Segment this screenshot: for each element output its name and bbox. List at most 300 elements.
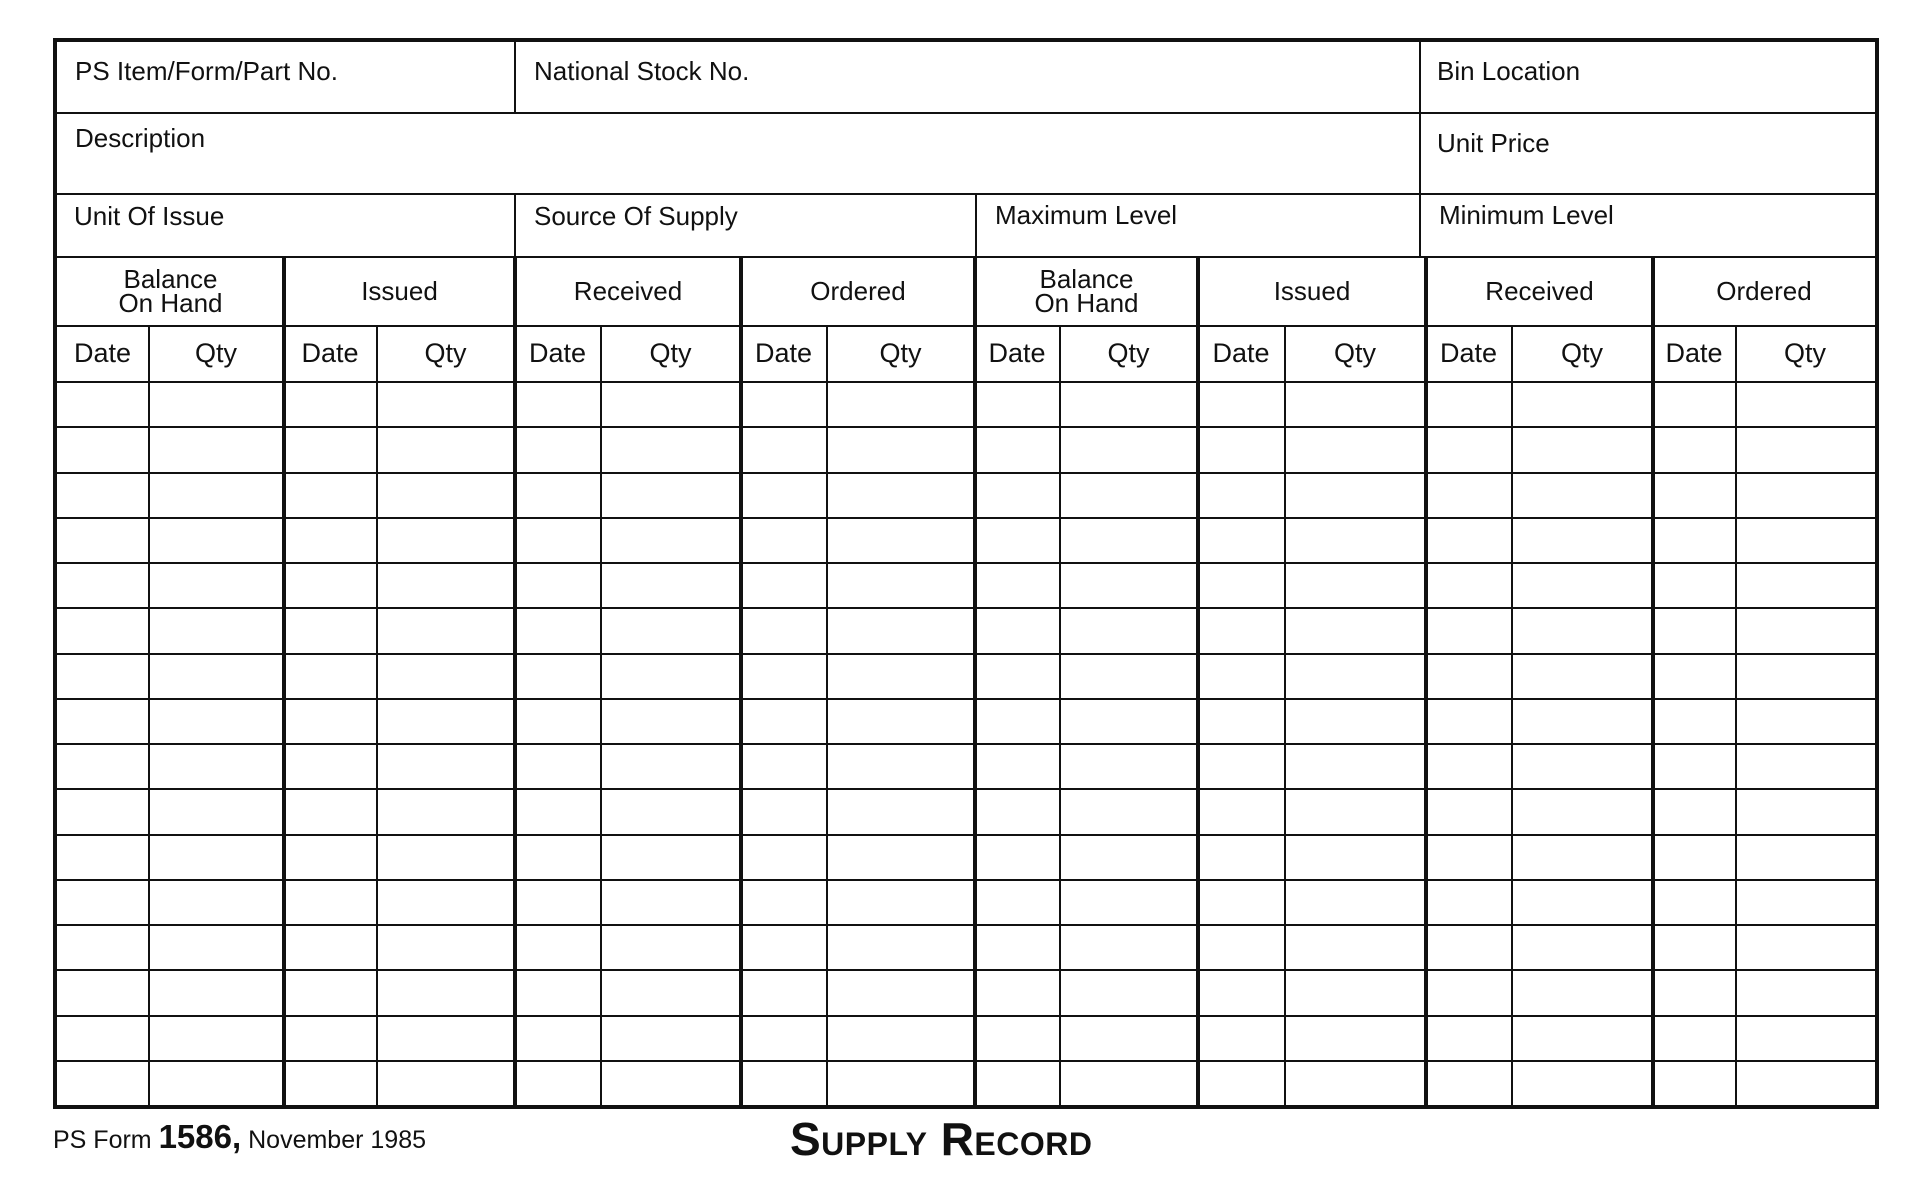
rule [376,325,378,1105]
record-qty-cell[interactable] [829,972,972,1011]
record-date-cell[interactable] [978,656,1056,695]
record-date-cell[interactable] [518,791,597,830]
record-qty-cell[interactable] [1062,384,1195,423]
date-column-header: Date [301,337,359,368]
record-qty-cell[interactable] [1287,1063,1423,1102]
record-date-cell[interactable] [1429,1063,1508,1102]
record-date-cell[interactable] [1429,701,1508,740]
rule [282,256,286,1105]
record-qty-cell[interactable] [1287,429,1423,468]
record-date-cell[interactable] [744,701,823,740]
record-qty-cell[interactable] [151,972,281,1011]
record-date-cell[interactable] [518,656,597,695]
minimum-level-label: Minimum Level [1439,200,1614,230]
record-qty-cell[interactable] [1062,565,1195,604]
form-number: 1586, [158,1118,242,1155]
record-date-cell[interactable] [1429,837,1508,876]
record-qty-cell[interactable] [829,610,972,649]
record-date-cell[interactable] [1201,791,1281,830]
record-date-cell[interactable] [518,882,597,921]
rule [57,426,1875,428]
record-date-cell[interactable] [744,882,823,921]
record-qty-cell[interactable] [1287,520,1423,559]
record-date-cell[interactable] [978,972,1056,1011]
record-qty-cell[interactable] [379,429,512,468]
record-date-cell[interactable] [744,746,823,785]
record-qty-cell[interactable] [1738,520,1872,559]
record-qty-cell[interactable] [151,429,281,468]
record-date-cell[interactable] [1429,429,1508,468]
record-date-cell[interactable] [1201,837,1281,876]
description-label: Description [75,123,206,153]
record-qty-cell[interactable] [1514,565,1650,604]
record-qty-cell[interactable] [379,1018,512,1057]
record-date-cell[interactable] [287,746,373,785]
record-qty-cell[interactable] [1062,1018,1195,1057]
record-date-cell[interactable] [60,610,145,649]
rule [973,256,977,1105]
record-qty-cell[interactable] [151,565,281,604]
record-qty-cell[interactable] [1738,656,1872,695]
rule [739,256,743,1105]
record-qty-cell[interactable] [1514,656,1650,695]
record-date-cell[interactable] [60,882,145,921]
record-date-cell[interactable] [1201,972,1281,1011]
rule [57,969,1875,971]
record-qty-cell[interactable] [829,520,972,559]
record-qty-cell[interactable] [1514,701,1650,740]
record-qty-cell[interactable] [379,701,512,740]
record-date-cell[interactable] [1429,610,1508,649]
record-qty-cell[interactable] [1738,791,1872,830]
record-qty-cell[interactable] [1738,475,1872,514]
source-of-supply-label: Source Of Supply [534,201,738,231]
rule [57,381,1875,383]
record-date-cell[interactable] [1429,384,1508,423]
record-qty-cell[interactable] [603,384,738,423]
record-date-cell[interactable] [287,927,373,966]
rule [1651,256,1655,1105]
record-qty-cell[interactable] [603,746,738,785]
record-date-cell[interactable] [1429,475,1508,514]
record-date-cell[interactable] [978,746,1056,785]
record-date-cell[interactable] [1656,927,1732,966]
record-date-cell[interactable] [978,837,1056,876]
record-qty-cell[interactable] [1514,475,1650,514]
record-date-cell[interactable] [744,927,823,966]
record-qty-cell[interactable] [379,882,512,921]
record-date-cell[interactable] [744,475,823,514]
form-title: Supply Record [790,1113,1093,1165]
record-qty-cell[interactable] [1287,837,1423,876]
record-qty-cell[interactable] [1062,475,1195,514]
record-date-cell[interactable] [60,520,145,559]
record-date-cell[interactable] [287,882,373,921]
record-date-cell[interactable] [744,610,823,649]
record-qty-cell[interactable] [379,384,512,423]
record-date-cell[interactable] [518,565,597,604]
qty-column-header: Qty [879,337,922,368]
record-qty-cell[interactable] [603,610,738,649]
qty-column-header: Qty [194,337,237,368]
record-qty-cell[interactable] [1062,746,1195,785]
record-qty-cell[interactable] [1738,972,1872,1011]
record-qty-cell[interactable] [1287,610,1423,649]
record-qty-cell[interactable] [603,791,738,830]
record-qty-cell[interactable] [1062,610,1195,649]
record-qty-cell[interactable] [1514,972,1650,1011]
record-date-cell[interactable] [978,701,1056,740]
record-qty-cell[interactable] [603,701,738,740]
record-date-cell[interactable] [1201,746,1281,785]
record-qty-cell[interactable] [379,837,512,876]
record-date-cell[interactable] [1429,927,1508,966]
record-date-cell[interactable] [978,565,1056,604]
record-date-cell[interactable] [1201,429,1281,468]
record-date-cell[interactable] [60,746,145,785]
record-qty-cell[interactable] [151,1063,281,1102]
record-qty-cell[interactable] [829,837,972,876]
record-date-cell[interactable] [287,1018,373,1057]
record-qty-cell[interactable] [151,791,281,830]
record-date-cell[interactable] [744,656,823,695]
record-qty-cell[interactable] [603,837,738,876]
record-qty-cell[interactable] [1738,927,1872,966]
record-qty-cell[interactable] [151,746,281,785]
record-date-cell[interactable] [978,384,1056,423]
record-date-cell[interactable] [978,520,1056,559]
record-qty-cell[interactable] [603,1063,738,1102]
record-qty-cell[interactable] [1287,565,1423,604]
record-date-cell[interactable] [978,429,1056,468]
record-date-cell[interactable] [1656,565,1732,604]
record-date-cell[interactable] [60,927,145,966]
record-qty-cell[interactable] [1287,1018,1423,1057]
record-qty-cell[interactable] [1514,927,1650,966]
record-qty-cell[interactable] [1514,1018,1650,1057]
qty-column-header: Qty [1783,337,1826,368]
record-qty-cell[interactable] [1062,656,1195,695]
rule [57,924,1875,926]
record-date-cell[interactable] [978,610,1056,649]
record-date-cell[interactable] [287,656,373,695]
record-qty-cell[interactable] [151,927,281,966]
record-qty-cell[interactable] [1738,429,1872,468]
record-date-cell[interactable] [60,384,145,423]
record-qty-cell[interactable] [603,972,738,1011]
rule [57,562,1875,564]
record-qty-cell[interactable] [1287,791,1423,830]
rule [826,325,828,1105]
record-date-cell[interactable] [287,837,373,876]
rule [57,1060,1875,1062]
record-qty-cell[interactable] [603,520,738,559]
record-date-cell[interactable] [744,972,823,1011]
record-date-cell[interactable] [60,791,145,830]
record-date-cell[interactable] [744,520,823,559]
column-group-header: Received [1485,275,1594,306]
record-qty-cell[interactable] [379,791,512,830]
record-qty-cell[interactable] [379,475,512,514]
record-qty-cell[interactable] [151,384,281,423]
record-date-cell[interactable] [518,837,597,876]
record-qty-cell[interactable] [1062,520,1195,559]
record-date-cell[interactable] [1201,384,1281,423]
record-qty-cell[interactable] [1514,837,1650,876]
record-qty-cell[interactable] [1738,1063,1872,1102]
record-date-cell[interactable] [1656,520,1732,559]
record-date-cell[interactable] [1656,475,1732,514]
record-date-cell[interactable] [1656,837,1732,876]
record-date-cell[interactable] [287,429,373,468]
record-date-cell[interactable] [1656,1018,1732,1057]
record-date-cell[interactable] [287,565,373,604]
record-date-cell[interactable] [287,384,373,423]
record-qty-cell[interactable] [829,1018,972,1057]
record-date-cell[interactable] [1201,701,1281,740]
record-date-cell[interactable] [744,429,823,468]
record-qty-cell[interactable] [603,882,738,921]
ps-item-label: PS Item/Form/Part No. [75,56,338,86]
record-qty-cell[interactable] [603,475,738,514]
record-date-cell[interactable] [1656,384,1732,423]
record-qty-cell[interactable] [379,656,512,695]
qty-column-header: Qty [649,337,692,368]
record-date-cell[interactable] [1429,520,1508,559]
record-qty-cell[interactable] [1287,746,1423,785]
record-date-cell[interactable] [60,565,145,604]
record-qty-cell[interactable] [1738,565,1872,604]
rule [1511,325,1513,1105]
record-date-cell[interactable] [744,1063,823,1102]
record-qty-cell[interactable] [603,927,738,966]
record-date-cell[interactable] [978,475,1056,514]
record-date-cell[interactable] [518,746,597,785]
record-qty-cell[interactable] [1514,520,1650,559]
record-qty-cell[interactable] [1738,1018,1872,1057]
record-qty-cell[interactable] [1514,746,1650,785]
record-qty-cell[interactable] [1738,701,1872,740]
record-date-cell[interactable] [1429,1018,1508,1057]
record-date-cell[interactable] [1656,746,1732,785]
record-date-cell[interactable] [1429,882,1508,921]
record-qty-cell[interactable] [829,656,972,695]
record-qty-cell[interactable] [1062,429,1195,468]
record-qty-cell[interactable] [151,1018,281,1057]
national-stock-label: National Stock No. [534,56,750,86]
record-qty-cell[interactable] [1062,701,1195,740]
record-date-cell[interactable] [978,791,1056,830]
record-date-cell[interactable] [1429,565,1508,604]
rule [1735,325,1737,1105]
record-qty-cell[interactable] [1062,1063,1195,1102]
record-qty-cell[interactable] [1514,882,1650,921]
record-qty-cell[interactable] [379,927,512,966]
record-date-cell[interactable] [287,475,373,514]
record-qty-cell[interactable] [829,746,972,785]
record-qty-cell[interactable] [1738,384,1872,423]
record-qty-cell[interactable] [1738,610,1872,649]
record-qty-cell[interactable] [1514,1063,1650,1102]
record-qty-cell[interactable] [151,837,281,876]
record-date-cell[interactable] [978,927,1056,966]
record-date-cell[interactable] [1656,882,1732,921]
record-date-cell[interactable] [60,656,145,695]
rule [57,517,1875,519]
record-date-cell[interactable] [1656,701,1732,740]
record-date-cell[interactable] [60,475,145,514]
rule [57,653,1875,655]
record-qty-cell[interactable] [151,882,281,921]
record-qty-cell[interactable] [1287,972,1423,1011]
record-qty-cell[interactable] [829,384,972,423]
record-qty-cell[interactable] [379,972,512,1011]
date-column-header: Date [1212,337,1270,368]
record-date-cell[interactable] [1201,1063,1281,1102]
record-qty-cell[interactable] [1738,882,1872,921]
record-date-cell[interactable] [518,1063,597,1102]
date-column-header: Date [528,337,587,368]
record-qty-cell[interactable] [829,429,972,468]
record-qty-cell[interactable] [603,1018,738,1057]
rule [148,325,150,1105]
record-date-cell[interactable] [1201,610,1281,649]
record-date-cell[interactable] [60,972,145,1011]
record-date-cell[interactable] [1656,429,1732,468]
rule [1059,325,1061,1105]
record-date-cell[interactable] [1429,656,1508,695]
record-date-cell[interactable] [60,1063,145,1102]
record-qty-cell[interactable] [603,656,738,695]
record-date-cell[interactable] [518,429,597,468]
record-date-cell[interactable] [60,1018,145,1057]
record-qty-cell[interactable] [603,429,738,468]
record-date-cell[interactable] [518,384,597,423]
record-qty-cell[interactable] [829,565,972,604]
record-qty-cell[interactable] [1514,429,1650,468]
record-date-cell[interactable] [518,1018,597,1057]
record-qty-cell[interactable] [1514,384,1650,423]
record-qty-cell[interactable] [1287,656,1423,695]
record-qty-cell[interactable] [1062,972,1195,1011]
record-date-cell[interactable] [60,429,145,468]
record-qty-cell[interactable] [1062,882,1195,921]
record-qty-cell[interactable] [1062,791,1195,830]
record-date-cell[interactable] [1656,972,1732,1011]
rule [513,256,517,1105]
record-date-cell[interactable] [978,1063,1056,1102]
rule [57,325,1875,327]
record-date-cell[interactable] [60,837,145,876]
record-qty-cell[interactable] [1287,701,1423,740]
form-prefix: PS Form [53,1126,159,1154]
record-date-cell[interactable] [287,791,373,830]
rule [1284,325,1286,1105]
record-qty-cell[interactable] [829,791,972,830]
record-qty-cell[interactable] [1062,837,1195,876]
record-date-cell[interactable] [1201,927,1281,966]
record-qty-cell[interactable] [379,1063,512,1102]
record-qty-cell[interactable] [379,565,512,604]
record-qty-cell[interactable] [151,475,281,514]
record-qty-cell[interactable] [379,610,512,649]
record-date-cell[interactable] [287,1063,373,1102]
record-date-cell[interactable] [518,927,597,966]
record-date-cell[interactable] [287,972,373,1011]
record-qty-cell[interactable] [1287,927,1423,966]
record-date-cell[interactable] [744,565,823,604]
record-date-cell[interactable] [744,837,823,876]
date-column-header: Date [988,337,1046,368]
record-qty-cell[interactable] [1738,837,1872,876]
rule [57,879,1875,881]
record-date-cell[interactable] [1201,520,1281,559]
record-qty-cell[interactable] [379,520,512,559]
record-date-cell[interactable] [1656,656,1732,695]
rule [57,1015,1875,1017]
record-date-cell[interactable] [744,791,823,830]
record-date-cell[interactable] [287,701,373,740]
record-qty-cell[interactable] [1514,610,1650,649]
record-date-cell[interactable] [1201,882,1281,921]
record-date-cell[interactable] [287,610,373,649]
record-qty-cell[interactable] [151,520,281,559]
record-date-cell[interactable] [1429,972,1508,1011]
record-qty-cell[interactable] [1287,475,1423,514]
record-date-cell[interactable] [744,1018,823,1057]
record-date-cell[interactable] [978,1018,1056,1057]
record-date-cell[interactable] [1201,656,1281,695]
record-date-cell[interactable] [1429,791,1508,830]
record-qty-cell[interactable] [151,656,281,695]
column-group-header: Ordered [1716,275,1812,306]
record-qty-cell[interactable] [829,701,972,740]
record-qty-cell[interactable] [1738,746,1872,785]
record-date-cell[interactable] [518,972,597,1011]
record-date-cell[interactable] [1656,791,1732,830]
record-qty-cell[interactable] [829,927,972,966]
record-date-cell[interactable] [1201,565,1281,604]
record-qty-cell[interactable] [151,701,281,740]
record-qty-cell[interactable] [1514,791,1650,830]
record-date-cell[interactable] [60,701,145,740]
record-date-cell[interactable] [1201,1018,1281,1057]
record-qty-cell[interactable] [603,565,738,604]
record-date-cell[interactable] [1429,746,1508,785]
record-date-cell[interactable] [287,520,373,559]
record-date-cell[interactable] [518,520,597,559]
record-date-cell[interactable] [978,882,1056,921]
record-qty-cell[interactable] [829,882,972,921]
record-date-cell[interactable] [518,475,597,514]
record-date-cell[interactable] [518,701,597,740]
rule [975,193,977,258]
record-qty-cell[interactable] [829,475,972,514]
rule [1196,256,1200,1105]
record-qty-cell[interactable] [1062,927,1195,966]
record-qty-cell[interactable] [1287,882,1423,921]
rule [600,325,602,1105]
record-date-cell[interactable] [744,384,823,423]
record-date-cell[interactable] [1656,1063,1732,1102]
record-qty-cell[interactable] [379,746,512,785]
record-qty-cell[interactable] [1287,384,1423,423]
record-date-cell[interactable] [1656,610,1732,649]
record-qty-cell[interactable] [829,1063,972,1102]
record-date-cell[interactable] [1201,475,1281,514]
record-qty-cell[interactable] [151,610,281,649]
record-date-cell[interactable] [518,610,597,649]
